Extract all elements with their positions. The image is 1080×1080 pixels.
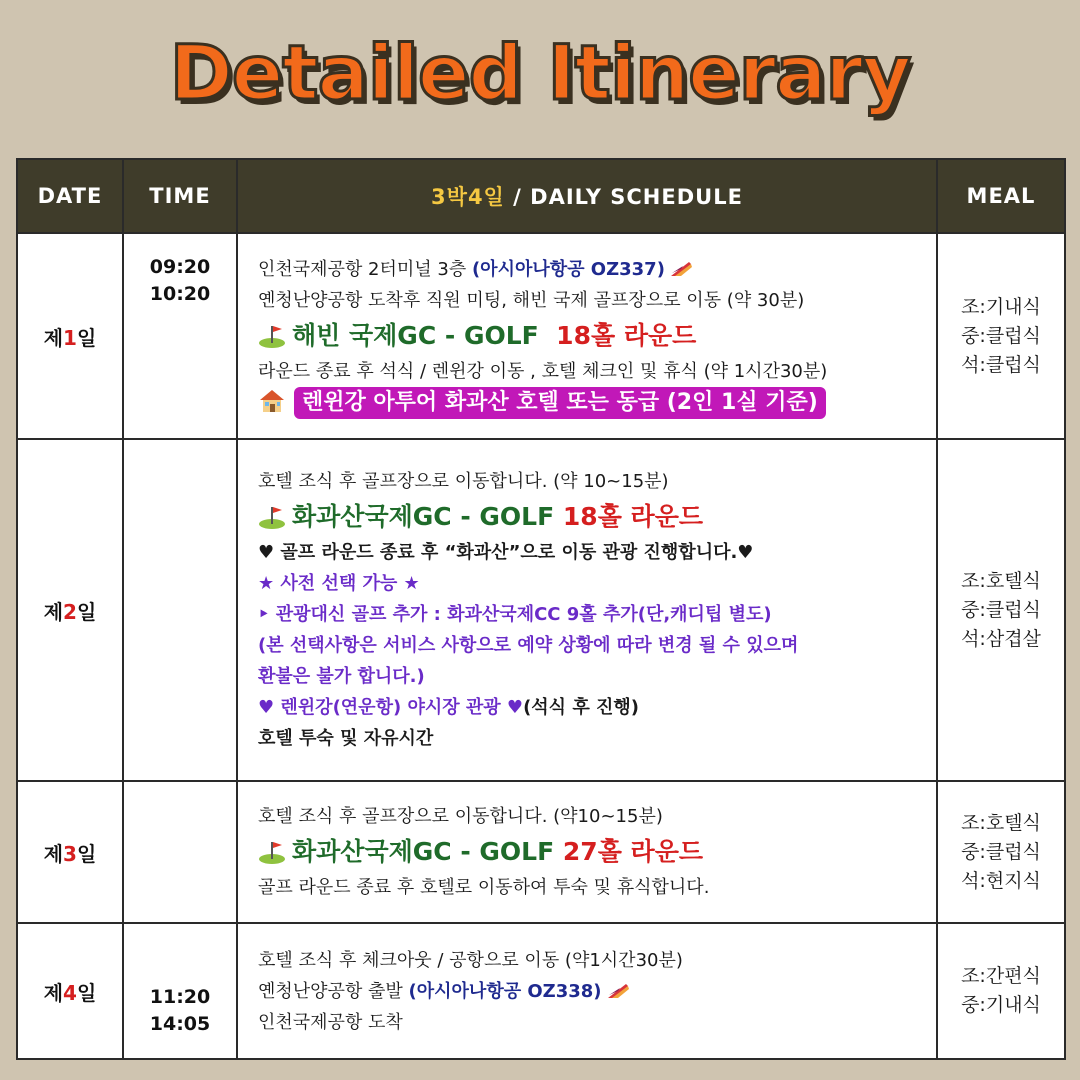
header-duration: 3박4일 <box>431 185 505 209</box>
header-meal: MEAL <box>937 159 1065 233</box>
day-number: 2 <box>63 599 77 624</box>
schedule-line: 인천국제공항 도착 <box>258 1011 403 1033</box>
meal-lunch: 중:기내식 <box>961 994 1041 1016</box>
itinerary-table <box>16 158 1066 1060</box>
schedule-line: (본 선택사항은 서비스 사항으로 예약 상황에 따라 변경 될 수 있으며 <box>258 635 799 656</box>
arrival-time: 10:20 <box>149 283 211 305</box>
airplane-icon <box>669 260 693 278</box>
golf-flag-icon <box>258 324 286 348</box>
schedule-text: 옌청난양공항 출발 <box>258 980 409 1002</box>
meal-cell <box>937 781 1065 923</box>
schedule-line: 호텔 조식 후 골프장으로 이동합니다. (약10~15분) <box>258 806 663 827</box>
airplane-icon <box>606 982 630 1000</box>
schedule-line: 호텔 투숙 및 자유시간 <box>258 728 434 749</box>
departure-time: 09:20 <box>149 256 211 278</box>
schedule-cell <box>237 439 937 781</box>
day-row <box>17 439 1065 781</box>
schedule-cell <box>237 233 937 439</box>
hotel-icon <box>258 388 286 414</box>
day-label-prefix: 제 <box>43 325 64 350</box>
schedule-cell <box>237 923 937 1059</box>
header-schedule-label: / DAILY SCHEDULE <box>504 185 743 209</box>
day-label-prefix: 제 <box>43 599 64 624</box>
golf-course-name: 해빈 국제GC - GOLF <box>292 320 539 350</box>
time-cell <box>123 923 237 1059</box>
day-row <box>17 923 1065 1059</box>
golf-round-line <box>258 497 916 537</box>
golf-round-line <box>258 316 916 356</box>
header-time: TIME <box>123 159 237 233</box>
day-row <box>17 233 1065 439</box>
night-market-tour: ♥ 렌윈강(연운항) 야시장 관광 ♥ <box>258 697 524 718</box>
schedule-line: 환불은 불가 합니다.) <box>258 666 425 687</box>
hotel-line <box>258 387 916 419</box>
departure-time: 11:20 <box>149 986 211 1008</box>
time-cell <box>123 781 237 923</box>
golf-round: 18홀 라운드 <box>562 502 704 531</box>
time-cell <box>123 233 237 439</box>
page-title: Detailed Itinerary <box>169 28 911 117</box>
meal-cell <box>937 233 1065 439</box>
day-label-suffix: 일 <box>76 980 97 1005</box>
schedule-line: 골프 라운드 종료 후 호텔로 이동하여 투숙 및 휴식합니다. <box>258 877 710 898</box>
day-number: 4 <box>63 980 77 1005</box>
day-label <box>17 923 123 1059</box>
day-label-suffix: 일 <box>76 841 97 866</box>
meal-breakfast: 조:기내식 <box>961 295 1041 318</box>
header-schedule <box>237 159 937 233</box>
day-number: 3 <box>63 841 77 866</box>
day-label-prefix: 제 <box>43 980 64 1005</box>
header-date: DATE <box>17 159 123 233</box>
meal-lunch: 중:클럽식 <box>961 840 1041 863</box>
schedule-text: (석식 후 진행) <box>523 697 639 718</box>
schedule-text: 인천국제공항 2터미널 3층 <box>258 258 472 280</box>
golf-course-name: 화과산국제GC - GOLF <box>292 502 555 531</box>
schedule-line: 옌청난양공항 도착후 직원 미팅, 해빈 국제 골프장으로 이동 (약 30분) <box>258 289 805 311</box>
schedule-line: 호텔 조식 후 체크아웃 / 공항으로 이동 (약1시간30분) <box>258 949 683 971</box>
schedule-line: 호텔 조식 후 골프장으로 이동합니다. (약 10~15분) <box>258 471 669 492</box>
meal-breakfast: 조:호텔식 <box>961 811 1041 834</box>
schedule-line: ★ 사전 선택 가능 ★ <box>258 573 420 594</box>
schedule-line <box>258 254 916 285</box>
golf-course-name: 화과산국제GC - GOLF <box>292 837 555 866</box>
golf-flag-icon <box>258 840 286 864</box>
meal-lunch: 중:클럽식 <box>961 598 1041 621</box>
meal-breakfast: 조:간편식 <box>961 965 1041 987</box>
schedule-line: ♥ 골프 라운드 종료 후 “화과산”으로 이동 관광 진행합니다.♥ <box>258 542 754 563</box>
golf-flag-icon <box>258 505 286 529</box>
day-label-prefix: 제 <box>43 841 64 866</box>
meal-dinner: 석:클럽식 <box>961 353 1041 376</box>
flight-info: (아시아나항공 OZ338) <box>408 980 602 1002</box>
golf-round: 27홀 라운드 <box>562 837 704 866</box>
day-label-suffix: 일 <box>76 599 97 624</box>
day-label-suffix: 일 <box>76 325 97 350</box>
day-label <box>17 439 123 781</box>
meal-cell <box>937 439 1065 781</box>
meal-dinner: 석:삼겹살 <box>961 627 1041 650</box>
schedule-line <box>258 976 916 1007</box>
golf-round-line <box>258 832 916 872</box>
flight-info: (아시아나항공 OZ337) <box>471 258 665 280</box>
schedule-line: 라운드 종료 후 석식 / 렌윈강 이동 , 호텔 체크인 및 휴식 (약 1시간30분) <box>258 360 828 382</box>
schedule-line <box>258 692 916 723</box>
day-row <box>17 781 1065 923</box>
schedule-line: ‣ 관광대신 골프 추가 : 화과산국제CC 9홀 추가(단,캐디팁 별도) <box>258 604 772 625</box>
table-header-row <box>17 159 1065 233</box>
meal-dinner: 석:현지식 <box>961 869 1041 892</box>
day-label <box>17 233 123 439</box>
arrival-time: 14:05 <box>149 1013 211 1035</box>
golf-round: 18홀 라운드 <box>556 320 697 350</box>
time-cell <box>123 439 237 781</box>
day-label <box>17 781 123 923</box>
day-number: 1 <box>63 325 77 350</box>
meal-cell <box>937 923 1065 1059</box>
meal-lunch: 중:클럽식 <box>961 324 1041 347</box>
meal-breakfast: 조:호텔식 <box>961 569 1041 592</box>
hotel-badge: 렌윈강 아투어 화과산 호텔 또는 동급 (2인 1실 기준) <box>294 387 826 419</box>
schedule-cell <box>237 781 937 923</box>
